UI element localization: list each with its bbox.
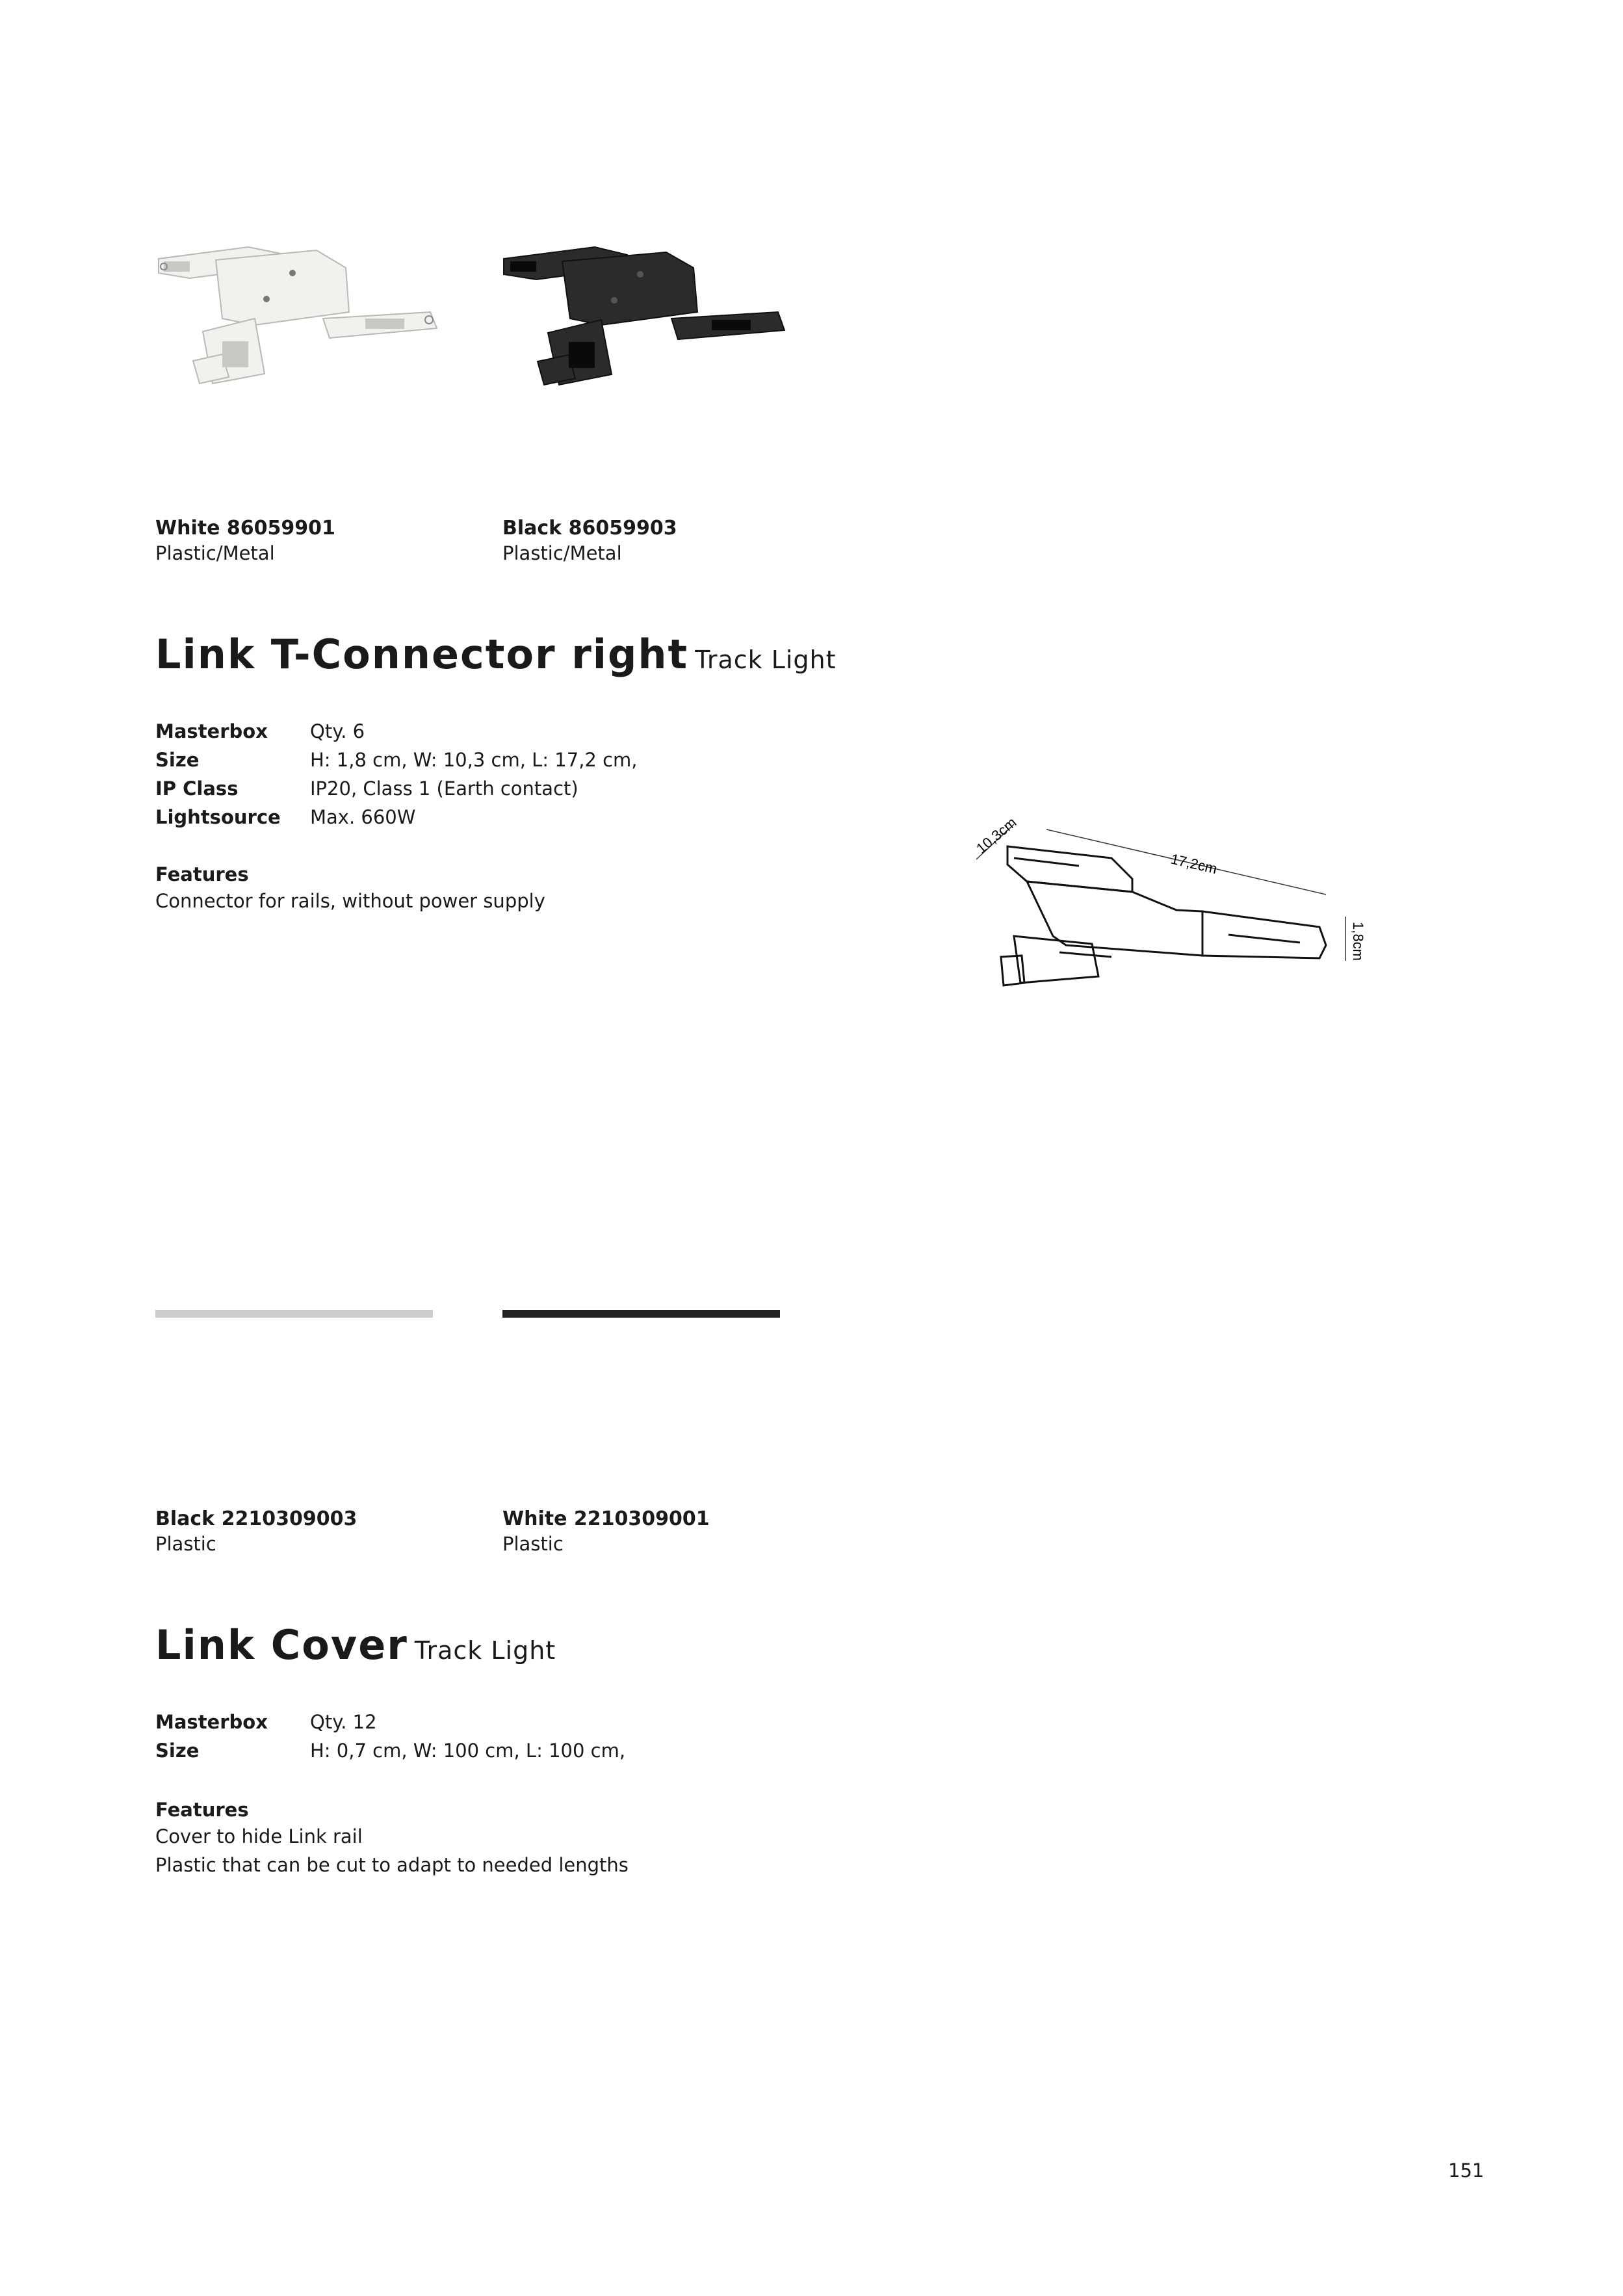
technical-drawing-t-connector	[962, 806, 1391, 1001]
variant-black-t-connector	[502, 516, 814, 566]
feature-line: Cover to hide Link rail	[155, 1825, 363, 1847]
product-title-t-connector	[155, 631, 837, 678]
features-cover	[155, 1797, 629, 1879]
variant-white-cover	[502, 1507, 814, 1556]
variant-name: Black 2210309003	[155, 1507, 357, 1530]
spec-label: Masterbox	[155, 1711, 268, 1733]
spec-value: Qty. 12	[310, 1711, 377, 1733]
spec-label: Size	[155, 1740, 200, 1762]
dimension-length: 17,2cm	[1169, 850, 1219, 878]
variant-name: White 86059901	[155, 517, 335, 540]
variant-material: Plastic/Metal	[502, 542, 622, 564]
spec-label: Lightsource	[155, 806, 281, 828]
variant-material: Plastic	[155, 1533, 216, 1555]
spec-table-cover	[155, 1710, 740, 1768]
spec-label: IP Class	[155, 777, 239, 800]
features-heading: Features	[155, 1799, 249, 1821]
product-title-cover	[155, 1621, 556, 1669]
product-image-cover-grey	[155, 1310, 433, 1318]
variant-white-t-connector	[155, 516, 467, 566]
spec-label: Masterbox	[155, 720, 268, 742]
product-image-black-t-connector	[497, 221, 790, 416]
dimension-height: 1,8cm	[1350, 922, 1366, 961]
features-t-connector	[155, 862, 545, 915]
product-title: Link Cover	[155, 1621, 408, 1669]
spec-value: H: 1,8 cm, W: 10,3 cm, L: 17,2 cm,	[310, 749, 638, 771]
feature-line: Plastic that can be cut to adapt to needed lengths	[155, 1854, 629, 1876]
spec-value: Qty. 6	[310, 720, 365, 742]
variant-material: Plastic	[502, 1533, 564, 1555]
product-title: Link T-Connector right	[155, 631, 689, 678]
spec-table-t-connector	[155, 719, 740, 836]
spec-value: Max. 660W	[310, 806, 416, 828]
product-image-white-t-connector	[151, 221, 443, 416]
feature-line: Connector for rails, without power supply	[155, 890, 545, 912]
spec-value: IP20, Class 1 (Earth contact)	[310, 777, 578, 800]
product-subtitle: Track Light	[695, 646, 837, 674]
variant-name: White 2210309001	[502, 1507, 710, 1530]
spec-label: Size	[155, 749, 200, 771]
variant-black-cover	[155, 1507, 467, 1556]
spec-value: H: 0,7 cm, W: 100 cm, L: 100 cm,	[310, 1740, 626, 1762]
page-number: 151	[1448, 2159, 1485, 2182]
dimension-width: 10,3cm	[973, 814, 1020, 857]
variant-material: Plastic/Metal	[155, 542, 275, 564]
product-subtitle: Track Light	[414, 1636, 556, 1665]
product-image-cover-dark	[502, 1310, 780, 1318]
variant-name: Black 86059903	[502, 517, 677, 540]
features-heading: Features	[155, 863, 249, 885]
